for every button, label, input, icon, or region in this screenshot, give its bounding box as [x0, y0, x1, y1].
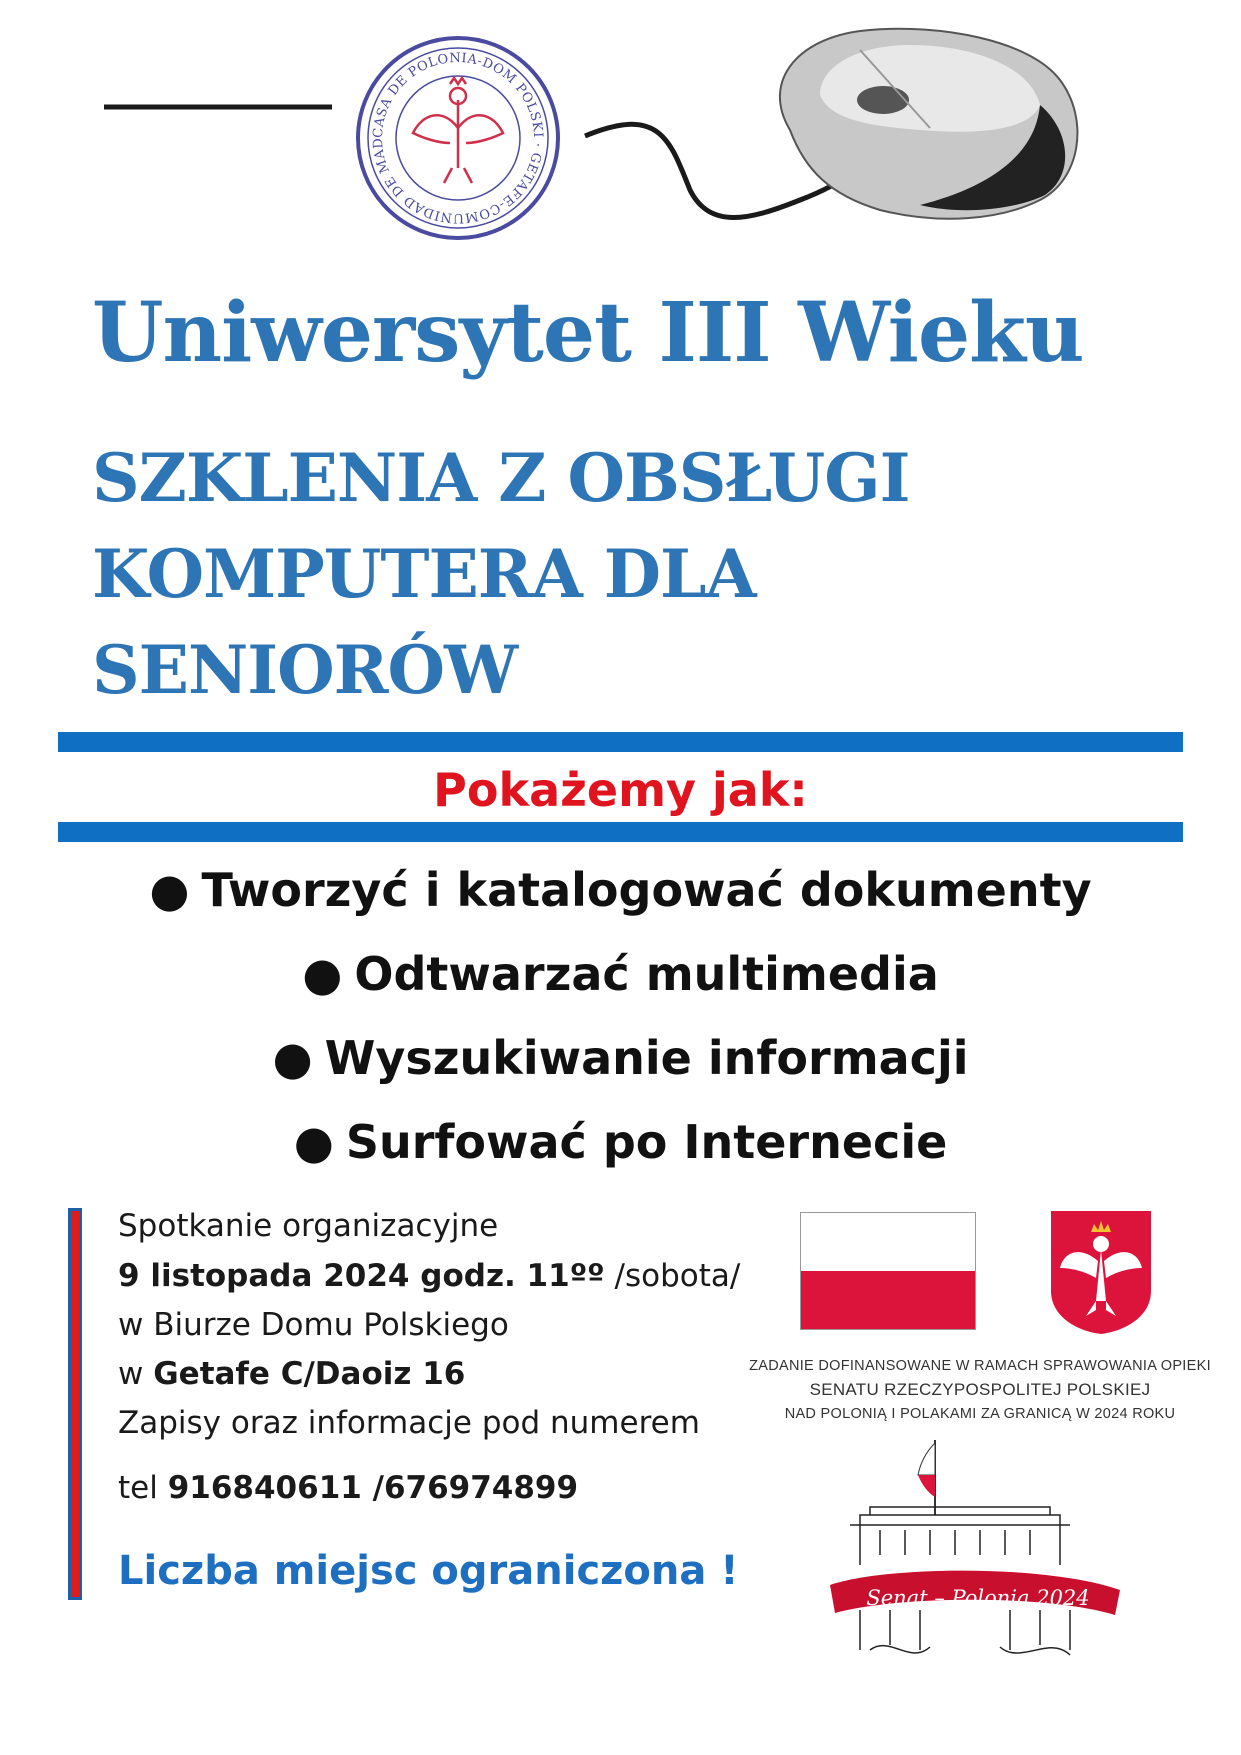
bullet-icon: ●: [272, 1031, 313, 1085]
page-title: Uniwersytet III Wieku: [92, 285, 1084, 381]
divider-top: [58, 732, 1183, 752]
info-accent-stripe: [68, 1208, 82, 1600]
headline: Pokażemy jak:: [433, 763, 808, 817]
polish-coat-of-arms-icon: [1046, 1206, 1156, 1336]
info-date: 9 listopada 2024 godz. 11ºº /sobota/: [118, 1258, 741, 1294]
bullet-icon: ●: [302, 947, 343, 1001]
list-item: ● Wyszukiwanie informacji: [272, 1031, 969, 1085]
info-phone: tel 916840611 /676974899: [118, 1470, 579, 1506]
course-title: SZKLENIA Z OBSŁUGI KOMPUTERA DLA SENIORÓW: [92, 439, 910, 709]
info-meeting: Spotkanie organizacyjne: [118, 1208, 499, 1244]
info-address: w Getafe C/Daoiz 16: [118, 1356, 466, 1392]
info-registration: Zapisy oraz informacje pod numerem: [118, 1405, 700, 1441]
limited-seats-notice: Liczba miejsc ograniczona !: [118, 1548, 739, 1594]
divider-bottom: [58, 822, 1183, 842]
polish-flag: [800, 1212, 976, 1330]
list-item: ● Surfować po Internecie: [293, 1115, 948, 1169]
header-graphic: [100, 10, 1241, 270]
info-place: w Biurze Domu Polskiego: [118, 1307, 509, 1343]
list-item: ● Tworzyć i katalogować dokumenty: [149, 863, 1092, 917]
sponsor-text: ZADANIE DOFINANSOWANE W RAMACH SPRAWOWANIA OPIEKI SENATU RZECZYPOSPOLITEJ POLSKIEJ NAD POLONIĄ I POLAKAMI ZA GRANICĄ W 2024 ROKU: [749, 1358, 1211, 1422]
list-item: ● Odtwarzać multimedia: [302, 947, 939, 1001]
senat-logo-text: Senat – Polonia 2024: [866, 1586, 1090, 1610]
dom-polski-seal: [358, 38, 558, 238]
bullet-icon: ●: [293, 1115, 334, 1169]
bullet-icon: ●: [149, 863, 190, 917]
senat-polonia-2024-logo: [830, 1435, 1130, 1680]
seal-text: CASA DE POLONIA-DOM POLSKI · GETAFE-COMUNIDAD DE MADRID-ESPAÑA: [370, 50, 546, 226]
